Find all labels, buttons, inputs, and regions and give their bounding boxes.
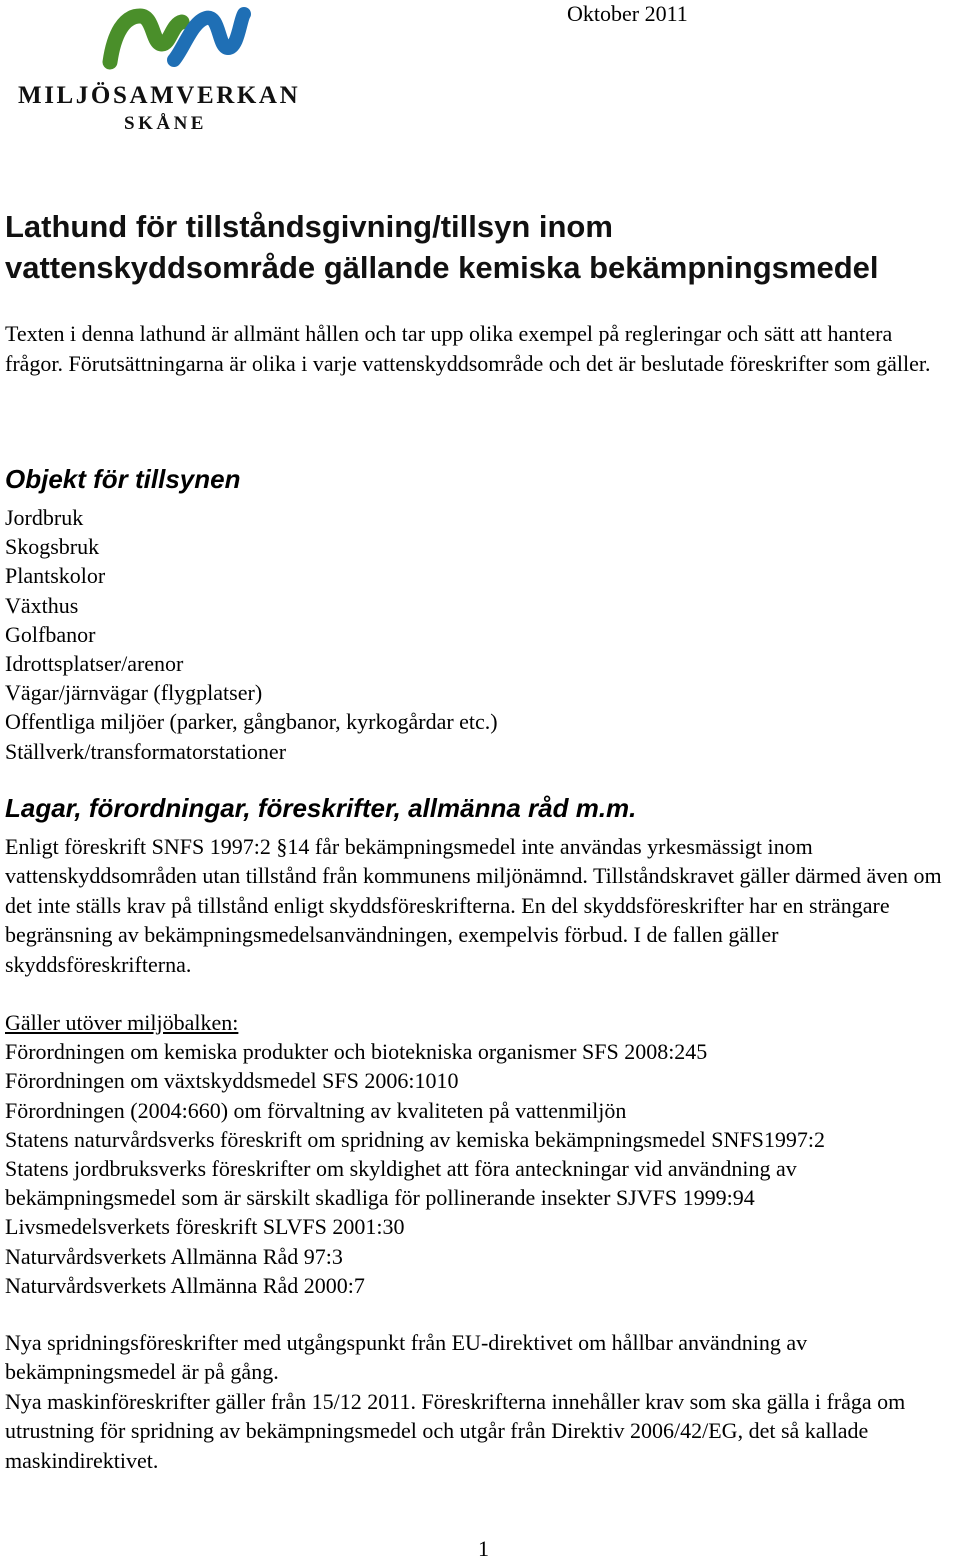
document-date: Oktober 2011 [567, 1, 688, 26]
list-item: Statens naturvårdsverks föreskrift om spridning av kemiska bekämpningsmedel SNFS1997:2 [5, 1126, 825, 1152]
list-item: Livsmedelsverkets föreskrift SLVFS 2001:30 [5, 1214, 405, 1240]
list-item: Jordbruk [5, 505, 84, 530]
list-item: Offentliga miljöer (parker, gångbanor, kyrkogårdar etc.) [5, 709, 498, 735]
note-machine-regulations: Nya maskinföreskrifter gäller från 15/12 2011. Föreskrifterna innehåller krav som ska gälla i fråga om utrustning för spridning av bekämpningsmedel och utgår från Direktiv 2006/42/EG, det så kallade maskindirektivet. [5, 1389, 906, 1473]
list-item: Idrottsplatser/arenor [5, 651, 184, 677]
list-item: Naturvårdsverkets Allmänna Råd 97:3 [5, 1243, 343, 1269]
list-item: bekämpningsmedel som är särskilt skadliga för pollinerande insekter SJVFS 1999:94 [5, 1185, 755, 1211]
title-line-2: vattenskyddsområde gällande kemiska bekämpningsmedel [5, 250, 879, 285]
list-item: Naturvårdsverkets Allmänna Råd 2000:7 [5, 1272, 365, 1298]
objects-heading: Objekt för tillsynen [5, 464, 241, 494]
document-title [5, 206, 879, 288]
list-item: Skogsbruk [5, 534, 100, 560]
miljosamverkan-logo [14, 4, 334, 136]
intro-paragraph: Texten i denna lathund är allmänt hållen och tar upp olika exempel på regleringar och sätt att hantera frågor. Förutsättningarna är olika i varje vattenskyddsområde och det är beslutade föreskrifter som gäller. [5, 321, 931, 376]
list-item: Golfbanor [5, 621, 96, 647]
list-item: Förordningen om kemiska produkter och biotekniska organismer SFS 2008:245 [5, 1039, 708, 1065]
list-item: Statens jordbruksverks föreskrifter om skyldighet att föra anteckningar vid användning av [5, 1156, 797, 1182]
page-number: 1 [478, 1536, 489, 1561]
title-line-1: Lathund för tillståndsgivning/tillsyn inom [5, 209, 613, 244]
list-item: Växthus [5, 592, 79, 618]
laws-paragraph: Enligt föreskrift SNFS 1997:2 §14 får bekämpningsmedel inte användas yrkesmässigt inom vattenskyddsområden utan tillstånd från kommunens miljönämnd. Tillståndskravet gäller därmed även om det inte ställs krav på tillstånd enligt skyddsföreskrifterna. En del skyddsföreskrifter har en strängare begränsning av bekämpningsmedelsanvändningen, exempelvis förbud. I de fallen gäller skyddsföreskrifterna. [5, 834, 942, 977]
logo-wave-icon [14, 4, 334, 84]
logo-text-skane: SKÅNE [124, 113, 207, 134]
list-item: Förordningen (2004:660) om förvaltning av kvaliteten på vattenmiljön [5, 1097, 627, 1123]
list-item: Plantskolor [5, 563, 106, 589]
regulations-list [5, 1008, 825, 1300]
note-spreading-regulations: Nya spridningsföreskrifter med utgångspunkt från EU-direktivet om hållbar användning av bekämpningsmedel är på gång. [5, 1330, 808, 1385]
regulations-subheading: Gäller utöver miljöbalken: [5, 1010, 239, 1035]
objects-list [5, 503, 498, 766]
list-item: Vägar/järnvägar (flygplatser) [5, 680, 263, 706]
logo-text-miljosamverkan: MILJÖSAMVERKAN [18, 82, 301, 109]
list-item: Förordningen om växtskyddsmedel SFS 2006:1010 [5, 1068, 459, 1094]
list-item: Ställverk/transformatorstationer [5, 738, 287, 764]
laws-heading: Lagar, förordningar, föreskrifter, allmänna råd m.m. [5, 793, 637, 823]
